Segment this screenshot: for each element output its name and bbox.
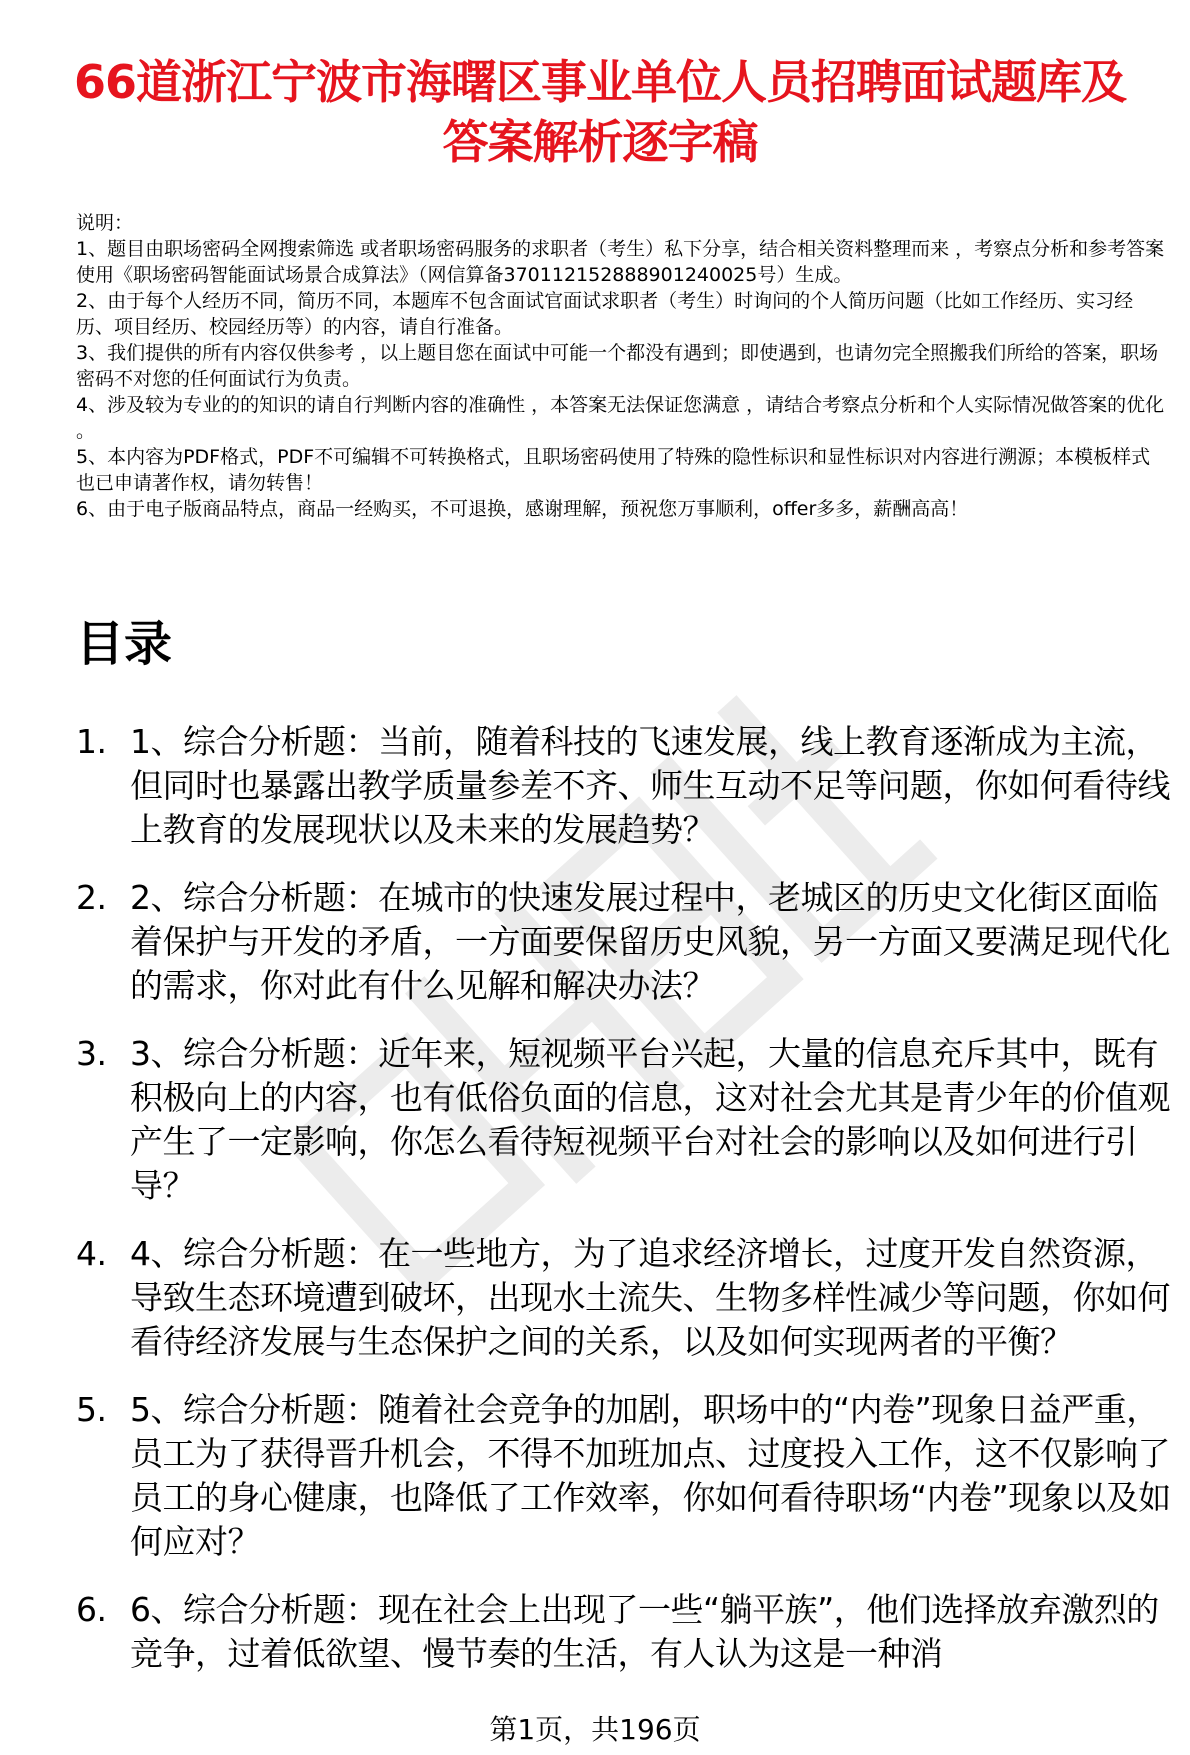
note-item: 4、涉及较为专业的的知识的请自行判断内容的准确性 ，本答案无法保证您满意 ，请结合考察点分析和个人实际情况做答案的优化 。 [76, 394, 1165, 442]
toc-item-number: 6. [76, 1590, 107, 1629]
toc-item-text: 6、综合分析题：现在社会上出现了一些“躺平族”，他们选择放弃激烈的竞争，过着低欲望、慢节奏的生活，有人认为这是一种消 [130, 1590, 1159, 1673]
document-title: 66道浙江宁波市海曙区事业单位人员招聘面试题库及答案解析逐字稿 [73, 55, 1126, 169]
toc-item-text: 3、综合分析题：近年来，短视频平台兴起，大量的信息充斥其中，既有积极向上的内容，也有低俗负面的信息，这对社会尤其是青少年的价值观产生了一定影响，你怎么看待短视频平台对社会的影响以及如何进行引导？ [130, 1034, 1170, 1205]
toc-item[interactable] [76, 1388, 1172, 1564]
toc-item-text: 5、综合分析题：随着社会竞争的加剧，职场中的“内卷”现象日益严重，员工为了获得晋升机会，不得不加班加点、过度投入工作，这不仅影响了员工的身心健康，也降低了工作效率，你如何看待职场“内卷”现象以及如何应对？ [130, 1390, 1171, 1561]
toc-item[interactable] [76, 720, 1172, 852]
toc-item-number: 3. [76, 1034, 107, 1073]
notes-heading: 说明： [76, 212, 134, 234]
note-item: 2、由于每个人经历不同，简历不同，本题库不包含面试官面试求职者（考生）时询问的个人简历问题（比如工作经历、实习经历、项目经历、校园经历等）的内容，请自行准备。 [76, 290, 1134, 338]
page-footer: 第1页，共196页 [489, 1713, 701, 1746]
toc-item-number: 2. [76, 878, 107, 917]
note-item: 1、题目由职场密码全网搜索筛选 或者职场密码服务的求职者（考生）私下分享，结合相关资料整理而来 ，考察点分析和参考答案使用《职场密码智能面试场景合成算法》（网信算备370112152888901240025号）生成。 [76, 238, 1165, 286]
toc-item-text: 1、综合分析题：当前，随着科技的飞速发展，线上教育逐渐成为主流，但同时也暴露出教学质量参差不齐、师生互动不足等问题，你如何看待线上教育的发展现状以及未来的发展趋势？ [130, 722, 1170, 849]
toc-item-number: 4. [76, 1234, 107, 1273]
note-item: 5、本内容为PDF格式，PDF不可编辑不可转换格式，且职场密码使用了特殊的隐性标识和显性标识对内容进行溯源；本模板样式也已申请著作权，请勿转售！ [76, 446, 1151, 494]
toc-item-text: 2、综合分析题：在城市的快速发展过程中，老城区的历史文化街区面临着保护与开发的矛盾，一方面要保留历史风貌，另一方面又要满足现代化的需求，你对此有什么见解和解决办法？ [130, 878, 1170, 1005]
notes-section [76, 210, 1168, 522]
toc-list [76, 720, 1172, 1700]
toc-heading: 目录 [76, 616, 173, 672]
toc-item[interactable] [76, 876, 1172, 1008]
note-item: 6、由于电子版商品特点，商品一经购买，不可退换，感谢理解，预祝您万事顺利，offer多多，薪酬高高！ [76, 498, 969, 520]
toc-item-text: 4、综合分析题：在一些地方，为了追求经济增长，过度开发自然资源，导致生态环境遭到破坏，出现水土流失、生物多样性减少等问题，你如何看待经济发展与生态保护之间的关系，以及如何实现两者的平衡？ [130, 1234, 1170, 1361]
toc-item[interactable] [76, 1588, 1172, 1676]
toc-item-number: 5. [76, 1390, 107, 1429]
note-item: 3、我们提供的所有内容仅供参考 ，以上题目您在面试中可能一个都没有遇到；即使遇到，也请勿完全照搬我们所给的答案，职场密码不对您的任何面试行为负责。 [76, 342, 1159, 390]
toc-item[interactable] [76, 1032, 1172, 1208]
toc-item[interactable] [76, 1232, 1172, 1364]
toc-item-number: 1. [76, 722, 107, 761]
